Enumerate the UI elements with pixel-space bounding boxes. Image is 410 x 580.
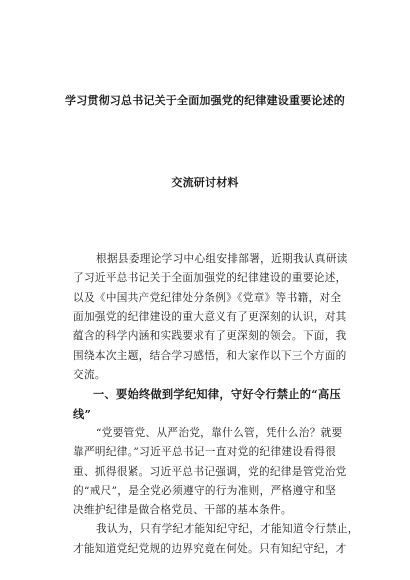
paragraph-1-line: 围绕本次主题，结合学习感悟，和大家作以下三个方面的 — [73, 350, 347, 362]
paragraph-1-line: 面加强党的纪律建设的重大意义有了更深刻的认识，对其 — [73, 311, 347, 323]
paragraph-1-line: 蕴含的科学内涵和实践要求有了更深刻的领会。下面，我 — [73, 330, 347, 342]
paragraph-1-line: 交流。 — [73, 369, 106, 381]
paragraph-1-line: 以及《中国共产党纪律处分条例》《党章》等书籍，对全 — [73, 292, 342, 304]
paragraph-2-line: 的“戒尺”，是全党必须遵守的行为准则，严格遵守和坚 — [73, 485, 337, 497]
paragraph-1-line: 了习近平总书记关于全面加强党的纪律建设的重要论述， — [73, 272, 347, 284]
section-heading-line-1: 一、要始终做到学纪知律，守好令行禁止的“高压 — [93, 387, 341, 401]
paragraph-2-line: 靠严明纪律。”习近平总书记一直对党的纪律建设看得很 — [73, 446, 337, 458]
paragraph-2-line: “党要管党、从严治党，靠什么管，凭什么治？就要 — [96, 427, 343, 439]
document-title-line-2: 交流研讨材料 — [171, 176, 239, 189]
paragraph-2-line: 决维护纪律是做合格党员、干部的基本条件。 — [73, 504, 292, 516]
paragraph-3-line: 才能知道党纪党规的边界究竟在何处。只有知纪守纪，才 — [73, 543, 347, 555]
paragraph-3-line: 我认为，只有学纪才能知纪守纪，才能知道令行禁止， — [96, 523, 359, 535]
document-title-line-1: 学习贯彻习总书记关于全面加强党的纪律建设重要论述的 — [65, 94, 345, 107]
paragraph-2-line: 重、抓得很紧。习近平总书记强调，党的纪律是管党治党 — [73, 466, 347, 478]
paragraph-1-line: 根据县委理论学习中心组安排部署，近期我认真研读 — [96, 253, 348, 265]
section-heading-line-2: 线” — [73, 407, 92, 421]
